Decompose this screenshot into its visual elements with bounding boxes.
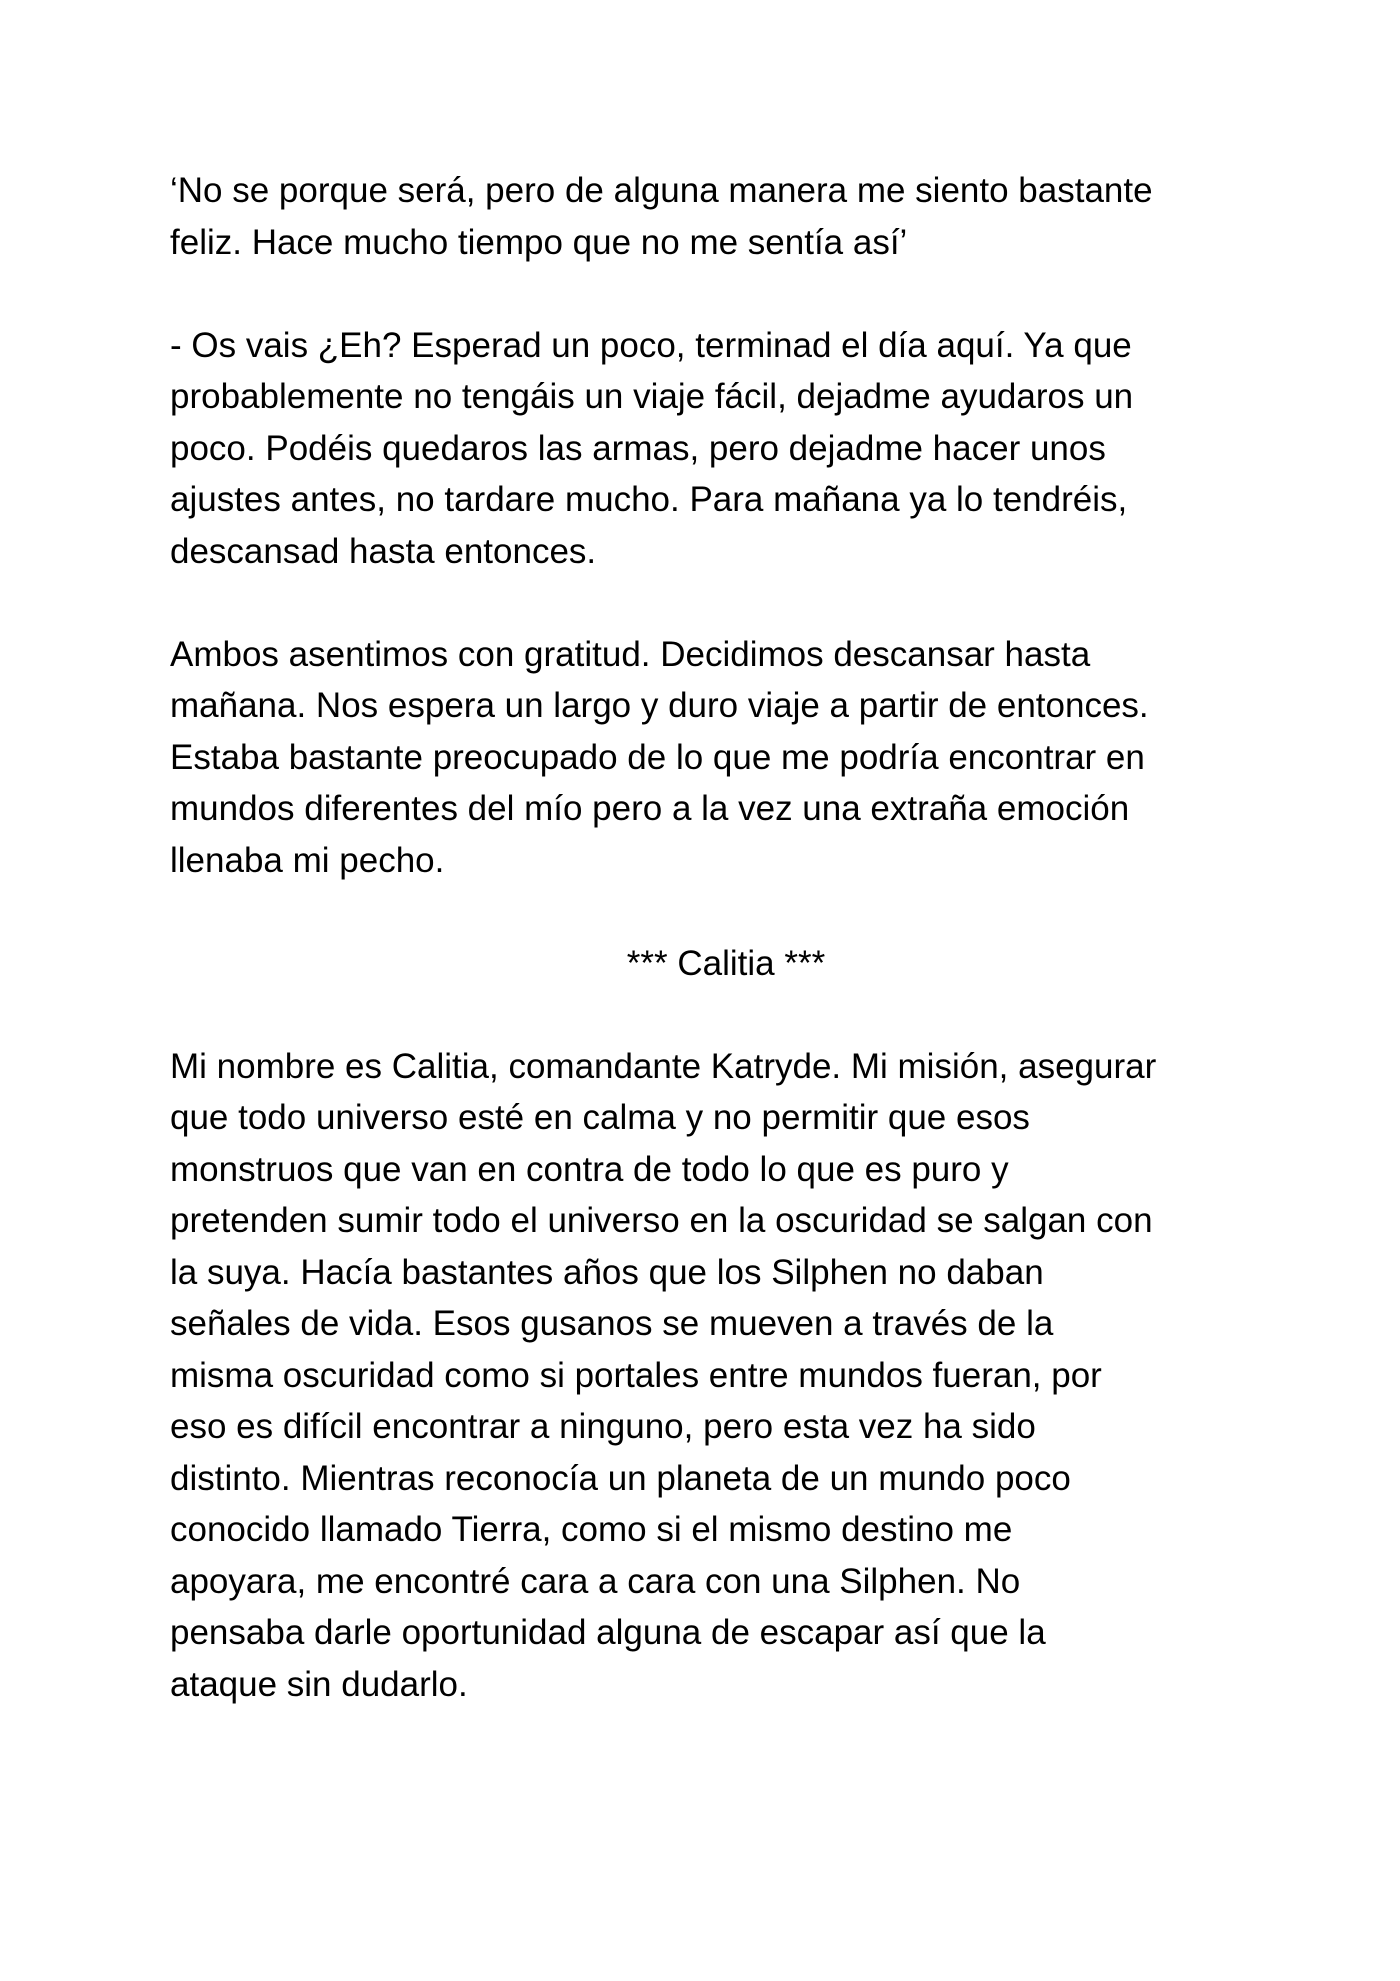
text-line: distinto. Mientras reconocía un planeta de un mundo poco <box>170 1458 1071 1498</box>
text-line: conocido llamado Tierra, como si el mismo destino me <box>170 1510 1013 1549</box>
text-line: la suya. Hacía bastantes años que los Silphen no daban <box>170 1252 1044 1292</box>
text-line: que todo universo esté en calma y no permitir que esos <box>170 1098 1030 1137</box>
text-line: Ambos asentimos con gratitud. Decidimos descansar hasta <box>170 634 1091 674</box>
text-line: pensaba darle oportunidad alguna de escapar así que la <box>170 1613 1046 1652</box>
text-line: pretenden sumir todo el universo en la oscuridad se salgan con <box>170 1201 1153 1240</box>
document-page <box>170 165 1250 1762</box>
paragraph-calitia-intro <box>170 1041 1250 1711</box>
paragraph-dialogue <box>170 320 1250 578</box>
text-line: - Os vais ¿Eh? Esperad un poco, terminad el día aquí. Ya que <box>170 325 1132 365</box>
text-line: ajustes antes, no tardare mucho. Para mañana ya lo tendréis, <box>170 480 1128 519</box>
text-line: señales de vida. Esos gusanos se mueven a través de la <box>170 1304 1054 1343</box>
text-line: feliz. Hace mucho tiempo que no me sentía así’ <box>170 222 908 262</box>
text-line: poco. Podéis quedaros las armas, pero dejadme hacer unos <box>170 428 1106 468</box>
text-line: mañana. Nos espera un largo y duro viaje a partir de entonces. <box>170 686 1149 725</box>
text-line: monstruos que van en contra de todo lo que es puro y <box>170 1149 1009 1189</box>
text-line: ataque sin dudarlo. <box>170 1664 468 1704</box>
paragraph-inner-monologue <box>170 165 1250 268</box>
text-line: eso es difícil encontrar a ninguno, pero esta vez ha sido <box>170 1407 1036 1446</box>
text-line: misma oscuridad como si portales entre mundos fueran, por <box>170 1355 1102 1395</box>
text-line: Mi nombre es Calitia, comandante Katryde. Mi misión, asegurar <box>170 1046 1157 1086</box>
text-line: apoyara, me encontré cara a cara con una Silphen. No <box>170 1561 1021 1601</box>
paragraph-narration <box>170 629 1250 887</box>
text-line: ‘No se porque será, pero de alguna manera me siento bastante <box>170 171 1153 210</box>
text-line: descansad hasta entonces. <box>170 531 597 571</box>
text-line: Estaba bastante preocupado de lo que me podría encontrar en <box>170 737 1145 777</box>
text-line: probablemente no tengáis un viaje fácil, dejadme ayudaros un <box>170 377 1134 416</box>
scene-break-heading: *** Calitia *** <box>626 943 826 983</box>
text-line: llenaba mi pecho. <box>170 840 445 880</box>
text-line: mundos diferentes del mío pero a la vez una extraña emoción <box>170 789 1130 828</box>
